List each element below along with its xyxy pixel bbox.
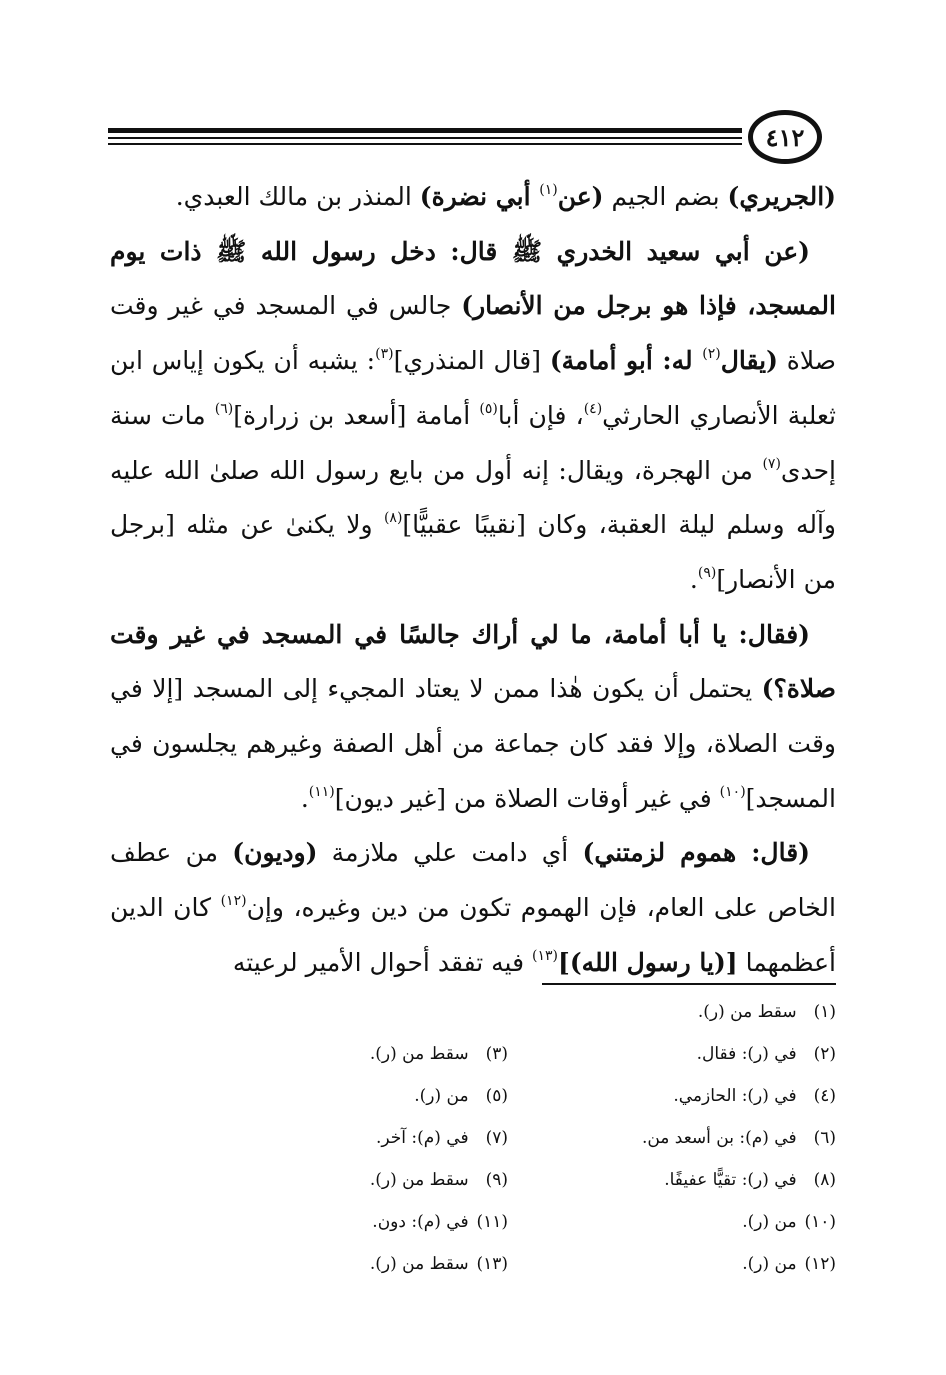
footnote-number: (١١) bbox=[476, 1212, 508, 1232]
term: (قال: هموم لزمتني) bbox=[582, 838, 810, 868]
term: أبي نضرة) bbox=[419, 182, 540, 211]
footnote-ref: (١) bbox=[539, 182, 558, 198]
text: كان الدين أعظمهما bbox=[110, 893, 836, 977]
footnote-text: في (م): بن أسعد من. bbox=[641, 1128, 797, 1148]
footnote-ref: (٥) bbox=[479, 400, 498, 417]
text: فيه تفقد أحوال الأمير لرعيته bbox=[232, 947, 532, 977]
text: بضم الجيم bbox=[603, 182, 728, 211]
footnote-text: سقط من (ر). bbox=[369, 1254, 469, 1274]
footnote-text: في (ر): فقال. bbox=[696, 1044, 797, 1064]
footnote-number: (٦) bbox=[813, 1128, 836, 1148]
header-rule-thin-2 bbox=[108, 143, 742, 145]
term: (عن أبي سعيد الخدري ﷺ قال: دخل رسول الله ﷺ ذات يوم المسجد، فإذا هو برجل من الأنصار) bbox=[110, 236, 836, 321]
header-rule-thin bbox=[108, 137, 742, 139]
footnote-ref: (٤) bbox=[583, 400, 603, 417]
footnote-number: (٣) bbox=[485, 1044, 508, 1064]
footnote-text: سقط من (ر). bbox=[369, 1170, 469, 1190]
footnote-number: (٢) bbox=[813, 1044, 836, 1064]
text: أمامة [أسعد بن زرارة] bbox=[233, 400, 480, 430]
footnote-text: سقط من (ر). bbox=[369, 1044, 469, 1064]
term: له: أبو أمامة) bbox=[549, 346, 703, 376]
text: المنذر بن مالك العبدي. bbox=[175, 182, 420, 211]
text: يحتمل أن يكون هٰذا ممن لا يعتاد المجيء إلى المسجد [إلا في وقت الصلاة، وإلا فقد كان جماعة من أهل الصفة وغيرهم يجلسون في المسجد] bbox=[110, 674, 836, 813]
page-number: ٤١٢ bbox=[748, 110, 822, 164]
paragraph-1 bbox=[110, 170, 836, 225]
footnote-number: (١٢) bbox=[804, 1254, 836, 1274]
text: [قال المنذري] bbox=[393, 346, 550, 376]
footnote-ref: (١٠) bbox=[719, 783, 746, 800]
footnote-text: من (ر). bbox=[414, 1086, 469, 1106]
footnote-text: سقط من (ر). bbox=[697, 1002, 797, 1022]
footnote-number: (٨) bbox=[813, 1170, 836, 1190]
footnote-number: (١) bbox=[813, 1002, 836, 1022]
text: من الهجرة، ويقال: إنه أول من بايع رسول الله صلىٰ الله عليه وآله وسلم ليلة العقبة، وكان [نقيبًا عقبيًّا] bbox=[110, 455, 836, 540]
paragraph-3 bbox=[110, 608, 836, 827]
term: (وديون) bbox=[232, 838, 318, 868]
footnote-number: (٥) bbox=[485, 1086, 508, 1106]
footnote-number: (١٣) bbox=[476, 1254, 508, 1274]
text: ، فإن أبا bbox=[497, 400, 584, 430]
term: [(يا رسول الله)] bbox=[557, 947, 738, 977]
footnote bbox=[372, 1201, 508, 1243]
text: ولا يكنىٰ عن مثله [برجل من الأنصار] bbox=[110, 510, 836, 594]
footnote-ref: (٦) bbox=[214, 400, 234, 417]
footnote bbox=[697, 1033, 836, 1075]
page-header bbox=[108, 108, 840, 168]
text: أي دامت علي ملازمة bbox=[317, 838, 583, 868]
footnote bbox=[664, 1159, 836, 1201]
text: مات سنة إحدى bbox=[110, 400, 836, 485]
footnote-ref: (٩) bbox=[697, 564, 717, 581]
footnote bbox=[370, 1159, 508, 1201]
term: (يقال bbox=[720, 346, 778, 376]
text: . bbox=[689, 564, 698, 594]
text: من عطف الخاص على العام، فإن الهموم تكون من دين وغيره، وإن bbox=[110, 838, 836, 923]
header-rule-thick bbox=[108, 128, 742, 133]
footnote-ref: (٧) bbox=[762, 455, 781, 472]
footnote bbox=[673, 1075, 836, 1117]
footnote bbox=[742, 1201, 836, 1243]
term: (الجريري) bbox=[727, 182, 836, 211]
footnote-text: في (ر): الحازمي. bbox=[673, 1086, 797, 1106]
term: (فقال: يا أبا أمامة، ما لي أراك جالسًا في المسجد في غير وقت صلاة؟) bbox=[110, 619, 836, 704]
footnote-ref: (٢) bbox=[702, 346, 721, 363]
footnote-ref: (٣) bbox=[375, 346, 394, 363]
footnote-text: من (ر). bbox=[742, 1254, 797, 1274]
footnote-ref: (١١) bbox=[308, 783, 335, 800]
footnote-number: (٩) bbox=[485, 1170, 508, 1190]
footnote bbox=[642, 1117, 836, 1159]
footnote-text: من (ر). bbox=[742, 1212, 797, 1232]
text: جالس في المسجد في غير وقت صلاة bbox=[110, 291, 836, 376]
text: في غير أوقات الصلاة من [غير ديون] bbox=[334, 783, 720, 813]
body-text bbox=[110, 170, 836, 991]
footnote bbox=[742, 1243, 836, 1285]
footnote-text: في (م): دون. bbox=[372, 1212, 469, 1232]
footnote-text: في (م): آخر. bbox=[375, 1128, 469, 1148]
footnote-text: في (ر): تقيًّا عفيفًا. bbox=[664, 1170, 797, 1190]
footnote-ref: (١٢) bbox=[220, 893, 247, 910]
footnote bbox=[698, 991, 836, 1033]
paragraph-4 bbox=[110, 826, 836, 990]
footnote-number: (٤) bbox=[813, 1086, 836, 1106]
footnote-separator bbox=[542, 983, 836, 985]
footnote bbox=[370, 1243, 508, 1285]
footnote bbox=[414, 1075, 508, 1117]
footnote-ref: (٨) bbox=[383, 510, 403, 527]
footnote-number: (١٠) bbox=[804, 1212, 836, 1232]
footnote bbox=[376, 1117, 508, 1159]
text: : يشبه أن يكون إياس ابن ثعلبة الأنصاري الحارثي bbox=[110, 346, 836, 430]
footnote bbox=[370, 1033, 508, 1075]
term: (عن bbox=[557, 182, 604, 211]
text: . bbox=[300, 783, 309, 813]
footnote-number: (٧) bbox=[485, 1128, 508, 1148]
footnote-ref: (١٣) bbox=[532, 947, 558, 964]
paragraph-2 bbox=[110, 225, 836, 608]
